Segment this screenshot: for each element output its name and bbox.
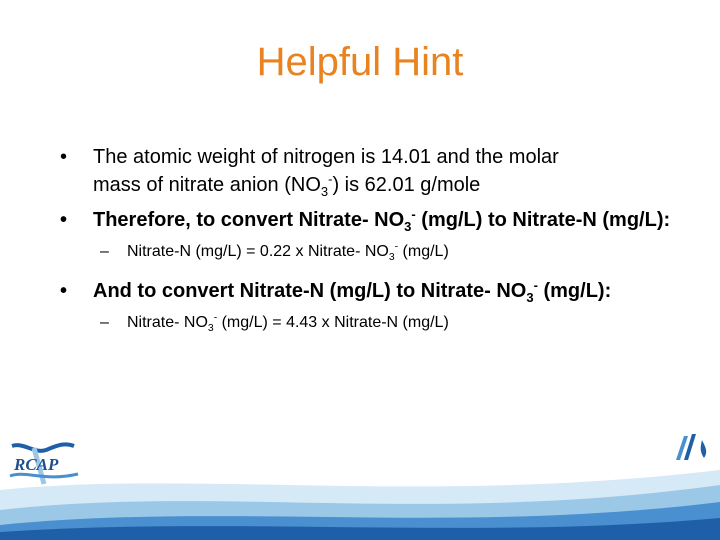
superscript: - <box>411 206 416 222</box>
subscript: 3 <box>404 219 412 234</box>
slide-body <box>60 143 690 348</box>
formula-text-end: (mg/L) <box>398 243 449 260</box>
slide-title: Helpful Hint <box>256 40 464 84</box>
footer-swoosh <box>0 430 720 540</box>
bullet-marker: • <box>60 280 68 302</box>
formula-text: Nitrate- NO <box>127 314 208 331</box>
bullet-marker: • <box>60 146 68 168</box>
subscript: 3 <box>207 323 214 335</box>
bullet-text: And to convert Nitrate-N (mg/L) to Nitrate- NO <box>93 280 527 302</box>
rcap-logo-text: RCAP <box>14 455 59 474</box>
subscript: 3 <box>388 252 395 264</box>
bullet-text: Therefore, to convert Nitrate- NO <box>93 209 405 231</box>
bullet-convert-to-no3 <box>60 277 690 305</box>
subscript: 3 <box>320 184 329 199</box>
bullet-convert-to-n <box>60 206 690 234</box>
sub-bullet-formula-1 <box>60 241 690 263</box>
superscript: - <box>394 241 399 253</box>
bullet-marker: • <box>60 209 68 231</box>
sub-bullet-marker: – <box>100 243 109 260</box>
sub-bullet-formula-2 <box>60 312 690 334</box>
bullet-text-end: (mg/L) to Nitrate-N (mg/L): <box>415 209 671 231</box>
formula-text-end: (mg/L) = 4.43 x Nitrate-N (mg/L) <box>217 314 449 331</box>
superscript: - <box>213 312 218 324</box>
subscript: 3 <box>526 290 534 305</box>
bullet-atomic-weight <box>60 143 690 199</box>
superscript: - <box>533 277 538 293</box>
formula-text: Nitrate-N (mg/L) = 0.22 x Nitrate- NO <box>127 243 389 260</box>
emblem-logo <box>672 430 712 462</box>
bullet-text-end: ) is 62.01 g/mole <box>332 174 481 196</box>
rcap-logo <box>4 440 84 490</box>
bullet-text-cont: mass of nitrate anion (NO <box>93 174 321 196</box>
bullet-text-end: (mg/L): <box>537 280 612 302</box>
sub-bullet-marker: – <box>100 314 109 331</box>
bullet-text: The atomic weight of nitrogen is 14.01 and the molar <box>93 146 559 168</box>
superscript: - <box>328 171 333 187</box>
